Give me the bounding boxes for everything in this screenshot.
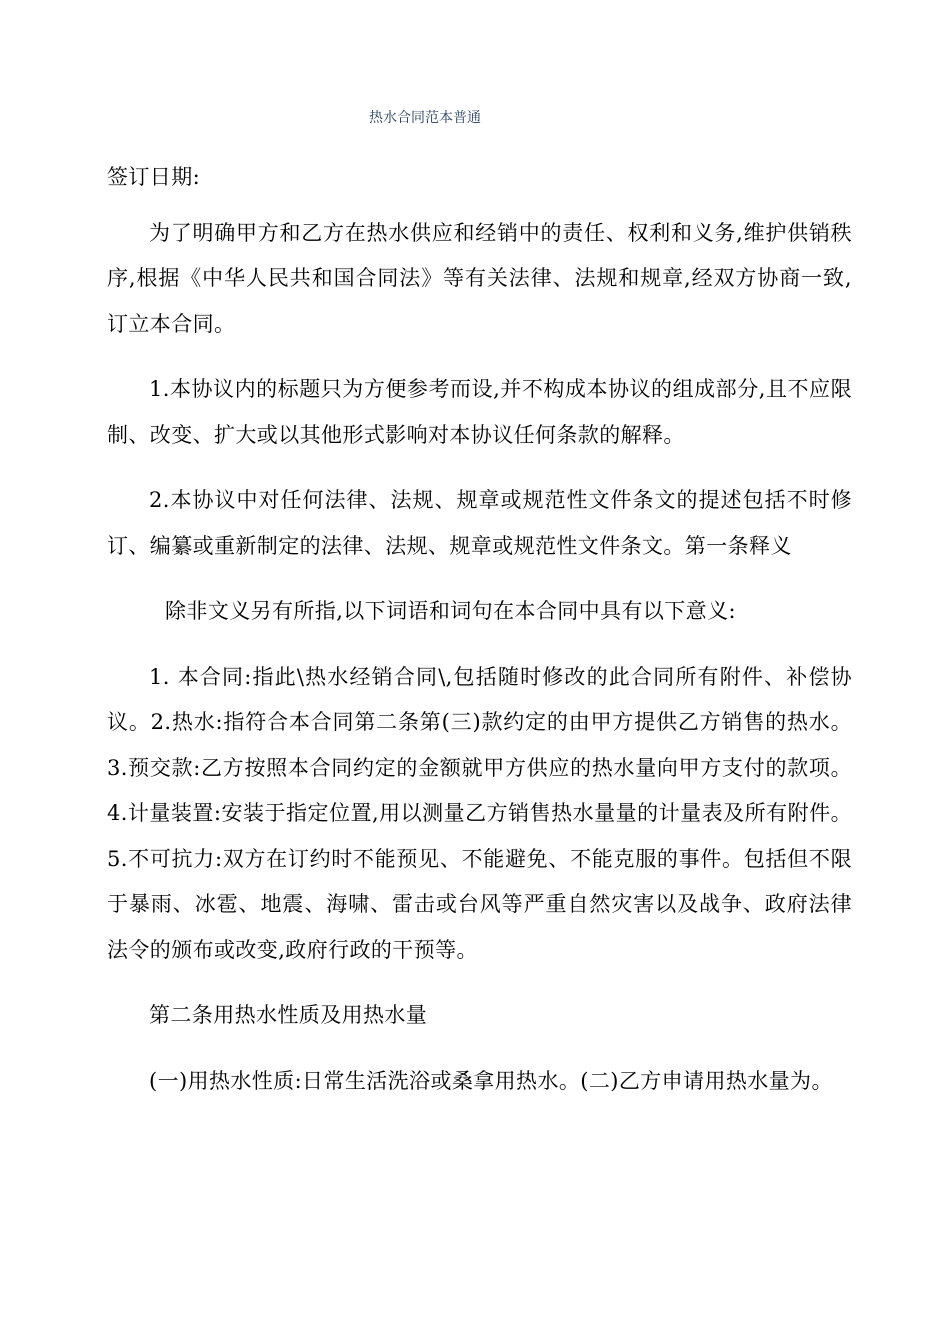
sign-date-label: 签订日期: bbox=[107, 165, 201, 189]
paragraph-clause-1: 1.本协议内的标题只为方便参考而设,并不构成本协议的组成部分,且不应限制、改变、扩大或以其他形式影响对本协议任何条款的解释。 bbox=[107, 377, 852, 447]
paragraph-clause-2: 2.本协议中对任何法律、法规、规章或规范性文件条文的提述包括不时修订、编纂或重新制定的法律、法规、规章或规范性文件条文。第一条释义 bbox=[107, 488, 852, 558]
section-heading-article-2: 第二条用热水性质及用热水量 bbox=[149, 1003, 428, 1027]
document-header bbox=[0, 107, 950, 127]
document-title: 热水合同范本普通 bbox=[369, 110, 481, 126]
paragraph-hot-water-nature: (一)用热水性质:日常生活洗浴或桑拿用热水。(二)乙方申请用热水量为。 bbox=[149, 1068, 833, 1093]
paragraph-preamble: 为了明确甲方和乙方在热水供应和经销中的责任、权利和义务,维护供销秩序,根据《中华人民共和国合同法》等有关法律、法规和规章,经双方协商一致,订立本合同。 bbox=[107, 220, 852, 336]
paragraph-definitions: 1. 本合同:指此\热水经销合同\,包括随时修改的此合同所有附件、补偿协议。2.热水:指符合本合同第二条第(三)款约定的由甲方提供乙方销售的热水。3.预交款:乙方按照本合同约定的金额就甲方供应的热水量向甲方支付的款项。4.计量装置:安装于指定位置,用以测量乙方销售热水量量的计量表及所有附件。5.不可抗力:双方在订约时不能预见、不能避免、不能克服的事件。包括但不限于暴雨、冰雹、地震、海啸、雷击或台风等严重自然灾害以及战争、政府法律法令的颁布或改变,政府行政的干预等。 bbox=[107, 664, 852, 962]
paragraph-definitions-intro: 除非文义另有所指,以下词语和词句在本合同中具有以下意义: bbox=[165, 599, 736, 623]
document-body bbox=[107, 155, 852, 1104]
